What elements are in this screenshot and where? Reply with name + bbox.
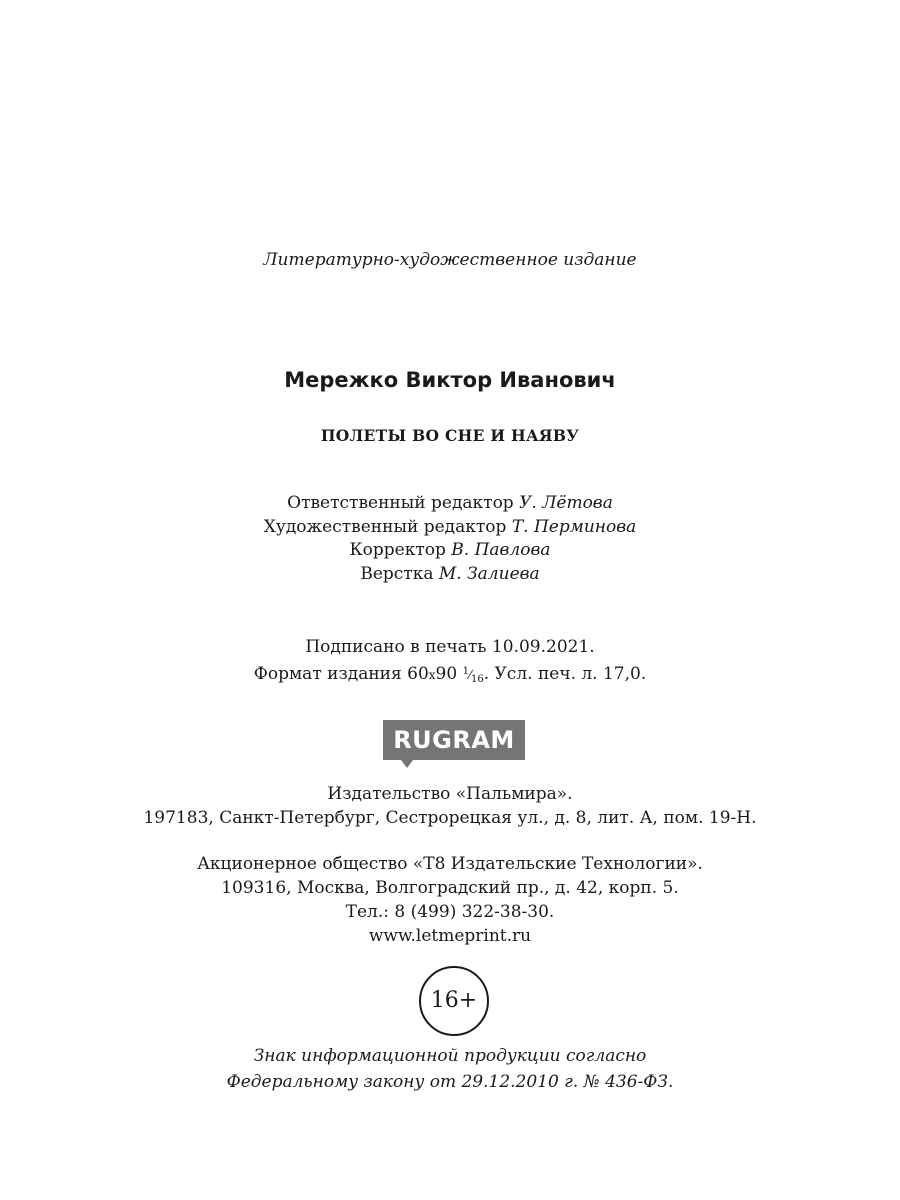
logo-speech-tail: [401, 760, 413, 768]
legal-note-line-1: Знак информационной продукции согласно: [253, 1046, 647, 1066]
credit-line: [0, 492, 900, 516]
credit-person: М. Залиева: [438, 563, 540, 584]
logo-text: RUGRAM: [383, 720, 525, 760]
fraction-denominator: 16: [470, 674, 484, 685]
author-name: Мережко Виктор Иванович: [284, 368, 616, 392]
printer-website: www.letmeprint.ru: [368, 926, 532, 946]
book-title: ПОЛЕТЫ ВО СНЕ И НАЯВУ: [320, 426, 580, 445]
credit-person: У. Лётова: [519, 493, 613, 513]
format-fraction: $^1⁄_{16}$: [462, 666, 484, 685]
credit-person: В. Павлова: [451, 540, 551, 560]
age-rating-badge: 16+: [419, 966, 489, 1036]
credit-role: Корректор: [349, 540, 446, 560]
format-mid: 90: [435, 664, 458, 684]
format-suffix: . Усл. печ. л. 17,0.: [483, 664, 647, 684]
format-times: x: [428, 668, 436, 682]
credit-role: Художественный редактор: [263, 516, 507, 537]
printer-name: Акционерное общество «Т8 Издательские Технологии».: [197, 854, 703, 874]
print-signed-date: Подписано в печать 10.09.2021.: [305, 637, 595, 657]
publisher-address: 197183, Санкт-Петербург, Сестрорецкая ул., д. 8, лит. А, пом. 19-Н.: [143, 808, 757, 828]
edition-format: [0, 660, 900, 691]
genre-label: Литературно-художественное издание: [263, 250, 637, 270]
format-prefix: Формат издания 60: [253, 664, 429, 684]
credit-line: [0, 563, 900, 587]
credits-block: [0, 492, 900, 586]
credit-role: Верстка: [360, 563, 434, 584]
legal-note-line-2: Федеральному закону от 29.12.2010 г. № 436-ФЗ.: [226, 1072, 674, 1092]
publisher-name: Издательство «Пальмира».: [327, 784, 573, 804]
rugram-logo: [383, 720, 525, 770]
credit-role: Ответственный редактор: [287, 493, 514, 513]
credit-line: [0, 516, 900, 540]
printer-address: 109316, Москва, Волгоградский пр., д. 42, корп. 5.: [221, 878, 679, 898]
credit-line: [0, 539, 900, 563]
fraction-numerator: 1: [462, 666, 469, 677]
credit-person: Т. Перминова: [511, 516, 637, 537]
printer-phone: Тел.: 8 (499) 322-38-30.: [345, 902, 555, 922]
